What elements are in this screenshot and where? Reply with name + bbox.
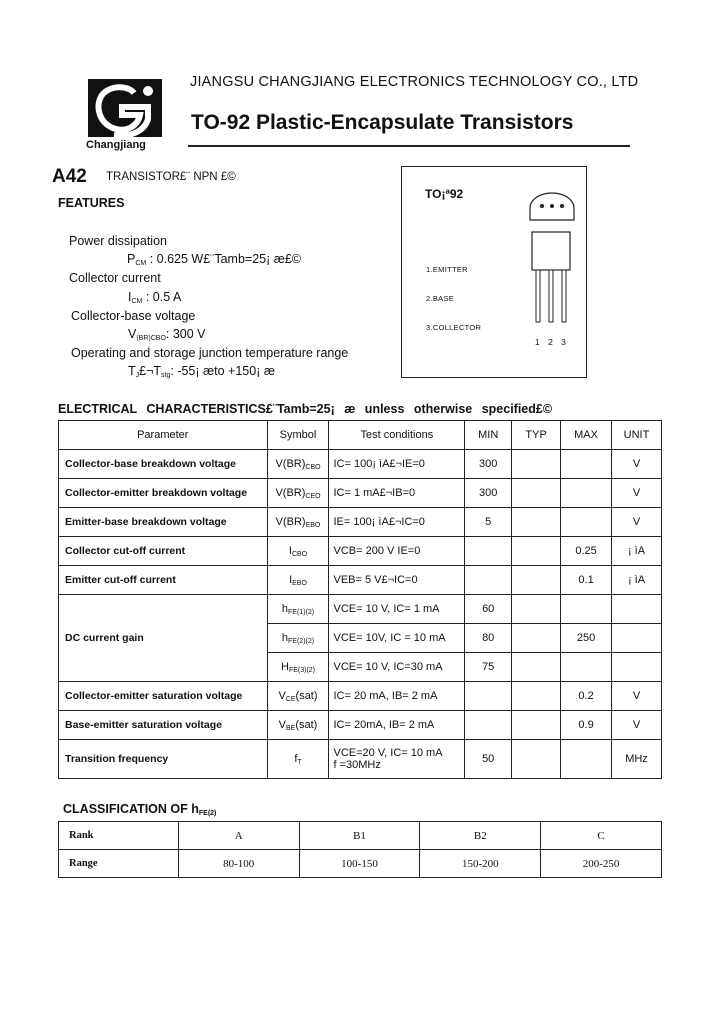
classification-title (63, 802, 216, 817)
symbol-cell (267, 479, 329, 508)
unit-cell: V (612, 508, 662, 537)
max-cell: 0.1 (561, 566, 612, 595)
test-text: I (333, 458, 337, 470)
symbol-text: f (294, 752, 298, 765)
symbol-sub: T (297, 758, 302, 766)
tj-label: Operating and storage junction temperature range (71, 346, 349, 360)
tstg-symbol-sub: stg (161, 372, 171, 379)
unit-cell: ¡ ìA (612, 566, 662, 595)
rank-row (59, 822, 662, 850)
symbol-sub: EBO (292, 579, 307, 587)
symbol-sub: EBO (305, 521, 321, 529)
test-cell (329, 450, 465, 479)
test-mid: CE= 10 V, I (340, 603, 397, 615)
test-mid: CB= 200 V I (340, 545, 401, 557)
symbol-cell (267, 624, 329, 653)
test-cell (329, 537, 465, 566)
max-cell: 250 (561, 624, 612, 653)
unit-cell: V (612, 711, 662, 740)
test-line-1 (333, 747, 460, 759)
min-cell: 300 (465, 479, 512, 508)
col-header-max: MAX (561, 421, 612, 450)
test-sub: C= 100¡ ìA£¬I (336, 458, 406, 470)
test-text: I (333, 719, 337, 731)
rank-c: C (541, 822, 662, 850)
tj-symbol-sub: J (135, 372, 140, 379)
typ-cell (512, 653, 561, 682)
classification-title-sub: FE(2) (198, 810, 217, 817)
classification-title-text: CLASSIFICATION OF h (63, 802, 199, 816)
power-symbol-sub: CM (135, 260, 147, 267)
symbol-sub: BE (286, 724, 296, 732)
pin-numbers: 1 2 3 (535, 337, 569, 347)
typ-cell (512, 624, 561, 653)
vcbo-label: Collector-base voltage (71, 309, 196, 323)
test-mid: EB= 5 V£¬I (340, 574, 398, 586)
param-cell: Collector-emitter saturation voltage (59, 682, 268, 711)
rank-a: A (178, 822, 299, 850)
test-text: I (333, 487, 337, 499)
table-row (59, 595, 662, 624)
symbol-tail: (sat) (295, 718, 318, 731)
symbol-cell (267, 595, 329, 624)
pin2-label: 2.BASE (426, 294, 455, 303)
test-cell (329, 711, 465, 740)
test-mid: C= 20mA, I (336, 719, 392, 731)
col-header-unit: UNIT (612, 421, 662, 450)
vcbo-spec (128, 327, 206, 342)
ic-value: : 0.5 A (145, 290, 182, 304)
symbol-text: V(BR) (275, 486, 306, 499)
rank-b2: B2 (420, 822, 541, 850)
min-cell (465, 566, 512, 595)
company-name: JIANGSU CHANGJIANG ELECTRONICS TECHNOLOGY CO., LTD (190, 74, 639, 90)
typ-cell (512, 566, 561, 595)
test-cell (329, 479, 465, 508)
test-cell (329, 595, 465, 624)
test-text: V (333, 632, 341, 644)
min-cell: 300 (465, 450, 512, 479)
unit-cell: V (612, 479, 662, 508)
vcbo-symbol-sub: (BR)CBO (136, 335, 166, 342)
range-row (59, 850, 662, 878)
test-tail: C=0 (397, 574, 418, 586)
symbol-tail: (sat) (295, 689, 318, 702)
symbol-cell (267, 740, 329, 779)
typ-cell (512, 450, 561, 479)
range-b2: 150-200 (420, 850, 541, 878)
symbol-text: V (278, 689, 286, 702)
test-tail: B= 2 mA (394, 690, 438, 702)
range-c: 200-250 (541, 850, 662, 878)
symbol-cell (267, 537, 329, 566)
symbol-cell (267, 566, 329, 595)
max-cell (561, 479, 612, 508)
unit-cell: MHz (612, 740, 662, 779)
range-a: 80-100 (178, 850, 299, 878)
min-cell (465, 711, 512, 740)
features-heading: FEATURES (58, 196, 125, 210)
power-label: Power dissipation (69, 234, 167, 248)
test-line-2: f =30MHz (333, 759, 381, 771)
table-row (59, 508, 662, 537)
test-tail: E=0 (405, 458, 425, 470)
test-cell (329, 682, 465, 711)
logo-text: Changjiang (86, 139, 146, 151)
test-mid: C= 20 mA, I (336, 690, 395, 702)
symbol-text: I (289, 573, 293, 586)
min-cell (465, 537, 512, 566)
col-header-test: Test conditions (329, 421, 465, 450)
pin3-label: 3.COLLECTOR (426, 323, 482, 332)
col-header-min: MIN (465, 421, 512, 450)
electrical-table (58, 420, 662, 779)
param-cell: Collector-base breakdown voltage (59, 450, 268, 479)
unit-cell: V (612, 682, 662, 711)
test-text: V (333, 747, 341, 759)
package-title: TO¡ª92 (425, 187, 464, 201)
test-mid: CE= 10V, IC = 10 mA (340, 632, 446, 644)
test-tail: C= 10 mA (393, 747, 443, 759)
range-label: Range (59, 850, 179, 878)
symbol-sub: FE(2)(2) (288, 637, 315, 645)
min-cell (465, 682, 512, 711)
symbol-cell (267, 450, 329, 479)
test-tail: B=0 (395, 487, 416, 499)
symbol-cell (267, 711, 329, 740)
param-cell: Collector-emitter breakdown voltage (59, 479, 268, 508)
test-mid: C= 1 mA£¬I (336, 487, 396, 499)
typ-cell (512, 711, 561, 740)
symbol-cell (267, 682, 329, 711)
power-value: : 0.625 W£¨Tamb=25¡ æ£© (149, 252, 302, 266)
power-symbol: P (127, 252, 136, 266)
max-cell (561, 595, 612, 624)
table-row (59, 740, 662, 779)
ic-label: Collector current (69, 271, 161, 285)
max-cell (561, 740, 612, 779)
symbol-sub: CEO (305, 492, 321, 500)
part-number: A42 (52, 166, 87, 187)
typ-cell (512, 595, 561, 624)
transistor-package-icon (520, 190, 582, 330)
unit-cell (612, 595, 662, 624)
page-title: TO-92 Plastic-Encapsulate Transistors (191, 111, 574, 134)
test-text: I (333, 690, 337, 702)
max-cell (561, 508, 612, 537)
symbol-cell (267, 508, 329, 537)
table-row (59, 450, 662, 479)
table-row (59, 479, 662, 508)
min-cell: 75 (465, 653, 512, 682)
company-logo (88, 79, 162, 137)
param-cell: Emitter-base breakdown voltage (59, 508, 268, 537)
col-header-symbol: Symbol (267, 421, 329, 450)
range-b1: 100-150 (299, 850, 420, 878)
table-row (59, 682, 662, 711)
typ-cell (512, 682, 561, 711)
min-cell: 80 (465, 624, 512, 653)
test-text: V (333, 545, 341, 557)
symbol-sub: CBO (291, 550, 308, 558)
typ-cell (512, 740, 561, 779)
symbol-text: V (278, 718, 286, 731)
test-mid: CE= 10 V, I (340, 661, 397, 673)
rank-label: Rank (59, 822, 179, 850)
logo-mark-icon (88, 79, 162, 137)
tj-value: : -55¡ æto +150¡ æ (170, 364, 275, 378)
test-text: V (333, 603, 341, 615)
classification-table (58, 821, 662, 878)
min-cell: 60 (465, 595, 512, 624)
typ-cell (512, 537, 561, 566)
test-mid: CE=20 V, I (340, 747, 394, 759)
max-cell (561, 653, 612, 682)
symbol-text: h (281, 631, 289, 644)
electrical-title: ELECTRICAL CHARACTERISTICS£¨Tamb=25¡ æ unless otherwise specified£© (58, 402, 553, 416)
typ-cell (512, 508, 561, 537)
symbol-text: h (281, 602, 289, 615)
ic-symbol-sub: CM (131, 298, 143, 305)
test-tail: B= 2 mA (391, 719, 435, 731)
tj-symbol: T (128, 364, 136, 378)
symbol-cell (267, 653, 329, 682)
symbol-text: I (288, 544, 292, 557)
min-cell: 5 (465, 508, 512, 537)
symbol-sub: FE(1)(2) (288, 608, 315, 616)
test-text: I (333, 516, 337, 528)
test-cell (329, 566, 465, 595)
tj-mid: £¬T (139, 364, 162, 378)
vcbo-value: : 300 V (165, 327, 206, 341)
test-cell (329, 653, 465, 682)
max-cell: 0.9 (561, 711, 612, 740)
test-cell (329, 624, 465, 653)
unit-cell: V (612, 450, 662, 479)
table-row (59, 537, 662, 566)
unit-cell (612, 653, 662, 682)
typ-cell (512, 479, 561, 508)
symbol-text: V(BR) (275, 515, 306, 528)
param-cell-dc-gain: DC current gain (59, 595, 268, 682)
test-text: V (333, 661, 341, 673)
test-cell (329, 740, 465, 779)
table-header-row (59, 421, 662, 450)
part-description: TRANSISTOR£¨ NPN £© (106, 171, 236, 183)
unit-cell (612, 624, 662, 653)
ic-spec (128, 290, 181, 305)
rank-b1: B1 (299, 822, 420, 850)
header-rule (188, 145, 630, 147)
max-cell: 0.2 (561, 682, 612, 711)
min-cell: 50 (465, 740, 512, 779)
vcbo-symbol: V (128, 327, 137, 341)
test-tail: C=30 mA (396, 661, 443, 673)
symbol-text: H (280, 660, 289, 673)
test-tail: E=0 (400, 545, 421, 557)
ic-symbol: I (128, 290, 132, 304)
table-row (59, 711, 662, 740)
test-text: V (333, 574, 341, 586)
col-header-parameter: Parameter (59, 421, 268, 450)
symbol-text: V(BR) (275, 457, 306, 470)
symbol-sub: FE(3)(2) (288, 666, 315, 674)
unit-cell: ¡ ìA (612, 537, 662, 566)
param-cell: Transition frequency (59, 740, 268, 779)
symbol-sub: CBO (305, 463, 321, 471)
pin1-label: 1.EMITTER (426, 265, 468, 274)
max-cell (561, 450, 612, 479)
table-row (59, 566, 662, 595)
power-spec (127, 252, 301, 267)
col-header-typ: TYP (512, 421, 561, 450)
test-tail: C=0 (404, 516, 425, 528)
param-cell: Emitter cut-off current (59, 566, 268, 595)
test-cell (329, 508, 465, 537)
test-mid: E= 100¡ ìA£¬I (336, 516, 405, 528)
param-cell: Collector cut-off current (59, 537, 268, 566)
max-cell: 0.25 (561, 537, 612, 566)
test-tail: C= 1 mA (396, 603, 440, 615)
param-cell: Base-emitter saturation voltage (59, 711, 268, 740)
tj-spec (128, 364, 275, 379)
symbol-sub: CE (285, 695, 296, 703)
